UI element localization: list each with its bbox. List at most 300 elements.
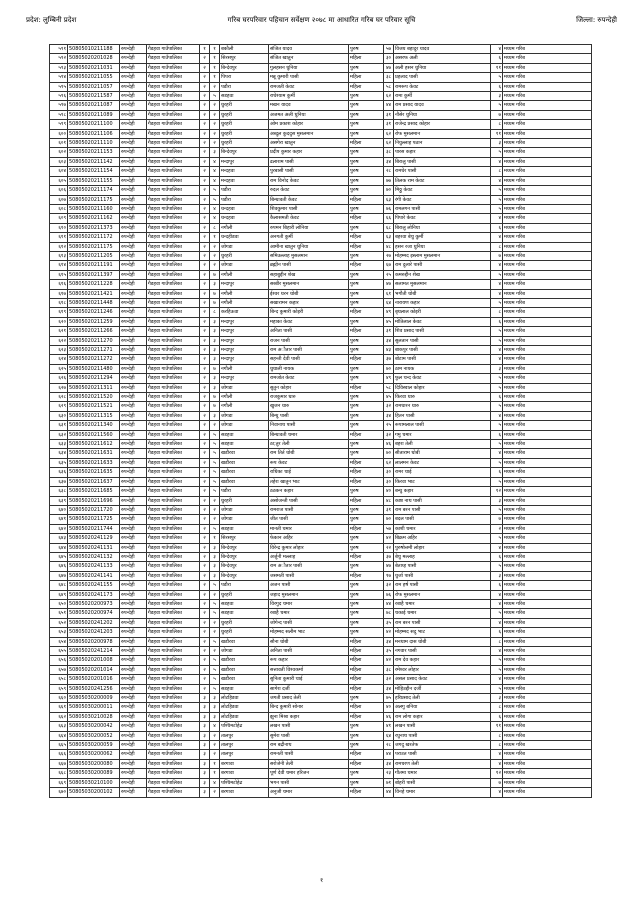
cluster-cell: ३ xyxy=(210,374,220,383)
serial-cell: ६५९ xyxy=(50,684,68,693)
tole-cell: लोटहिडवा xyxy=(220,694,269,703)
guardian-name-cell: जगदु खरतेफ xyxy=(394,741,491,750)
age-cell: ४७ xyxy=(384,63,394,72)
guardian-name-cell: बाकपुर पासी xyxy=(394,346,491,355)
serial-cell: ६०९ xyxy=(50,214,68,223)
head-name-cell: सुनिता कुमारी चाई xyxy=(269,675,349,684)
table-row xyxy=(50,741,592,750)
family-size-cell: ४ xyxy=(491,759,503,768)
tole-cell: धुरहरी xyxy=(220,120,269,129)
municipality-cell: गैडहवा गाउँपालिका xyxy=(147,129,200,138)
tole-cell: सडहवा xyxy=(220,684,269,693)
gender-cell: पुरुष xyxy=(349,336,384,345)
ward-cell: २ xyxy=(200,317,210,326)
cluster-cell: ४ xyxy=(210,176,220,185)
gender-cell: महिला xyxy=(349,759,384,768)
district-cell: रुपन्देही xyxy=(120,139,147,148)
municipality-cell: गैडहवा गाउँपालिका xyxy=(147,336,200,345)
cluster-cell: ५ xyxy=(210,430,220,439)
household-id-cell: 50805020211521 xyxy=(68,402,120,411)
ward-cell: २ xyxy=(200,590,210,599)
family-size-cell: ५ xyxy=(491,186,503,195)
gender-cell: पुरुष xyxy=(349,534,384,543)
district-cell: रुपन्देही xyxy=(120,148,147,157)
ward-cell: २ xyxy=(200,251,210,260)
table-row xyxy=(50,270,592,279)
head-name-cell: ईश्वर धरन धोबी xyxy=(269,289,349,298)
household-id-cell: 50805020241131 xyxy=(68,543,120,552)
district-cell: रुपन्देही xyxy=(120,157,147,166)
household-id-cell: 50805030200080 xyxy=(68,759,120,768)
table-row xyxy=(50,139,592,148)
household-id-cell: 50805020241129 xyxy=(68,534,120,543)
family-size-cell: ८ xyxy=(491,167,503,176)
head-name-cell: जसमती पासी xyxy=(269,571,349,580)
table-row xyxy=(50,430,592,439)
family-size-cell: ५ xyxy=(491,383,503,392)
ward-cell: ३ xyxy=(200,722,210,731)
ward-cell: २ xyxy=(200,383,210,392)
gender-cell: पुरुष xyxy=(349,411,384,420)
age-cell: ६१ xyxy=(384,289,394,298)
cluster-cell: ८ xyxy=(210,308,220,317)
age-cell: ७५ xyxy=(384,694,394,703)
poverty-level-cell: मध्यम गरिब xyxy=(503,750,592,759)
tole-cell: जोगडा xyxy=(220,242,269,251)
household-id-cell: 50805010211188 xyxy=(68,45,120,54)
municipality-cell: गैडहवा गाउँपालिका xyxy=(147,562,200,571)
head-name-cell: संजित यादव xyxy=(269,45,349,54)
guardian-name-cell: नारायण कहार xyxy=(394,298,491,307)
serial-cell: ६१० xyxy=(50,223,68,232)
household-id-cell: 50805020211696 xyxy=(68,496,120,505)
serial-cell: ६४६ xyxy=(50,562,68,571)
district-cell: रुपन्देही xyxy=(120,270,147,279)
guardian-name-cell: नियुल्लाह पठान xyxy=(394,139,491,148)
municipality-cell: गैडहवा गाउँपालिका xyxy=(147,778,200,787)
cluster-cell: १ xyxy=(210,759,220,768)
municipality-cell: गैडहवा गाउँपालिका xyxy=(147,684,200,693)
family-size-cell: ६ xyxy=(491,468,503,477)
ward-cell: २ xyxy=(200,656,210,665)
head-name-cell: ब्रह्मीन पासी xyxy=(269,261,349,270)
table-row xyxy=(50,647,592,656)
tole-cell: पिपरा xyxy=(220,73,269,82)
district-cell: रुपन्देही xyxy=(120,54,147,63)
tole-cell: मन्दापुर xyxy=(220,317,269,326)
ward-cell: २ xyxy=(200,665,210,674)
cluster-cell: २ xyxy=(210,618,220,627)
municipality-cell: गैडहवा गाउँपालिका xyxy=(147,139,200,148)
ward-cell: २ xyxy=(200,139,210,148)
head-name-cell: सौना धोबी xyxy=(269,637,349,646)
family-size-cell: ४ xyxy=(491,261,503,270)
guardian-name-cell: चकाई चमार xyxy=(394,609,491,618)
guardian-name-cell: नगवार पासी xyxy=(394,647,491,656)
municipality-cell: गैडहवा गाउँपालिका xyxy=(147,759,200,768)
ward-cell: २ xyxy=(200,609,210,618)
age-cell: २८ xyxy=(384,167,394,176)
district-cell: रुपन्देही xyxy=(120,167,147,176)
poverty-level-cell: मध्यम गरिब xyxy=(503,355,592,364)
cluster-cell: ५ xyxy=(210,675,220,684)
district-cell: रुपन्देही xyxy=(120,101,147,110)
district-cell: रुपन्देही xyxy=(120,393,147,402)
household-id-cell: 50805020241214 xyxy=(68,647,120,656)
serial-cell: ६१५ xyxy=(50,270,68,279)
ward-cell: २ xyxy=(200,487,210,496)
age-cell: ३५ xyxy=(384,618,394,627)
gender-cell: महिला xyxy=(349,637,384,646)
household-id-cell: 50805020211191 xyxy=(68,261,120,270)
guardian-name-cell: हितन पासी xyxy=(394,411,491,420)
age-cell: ४० xyxy=(384,703,394,712)
table-row xyxy=(50,656,592,665)
poverty-level-cell: मध्यम गरिब xyxy=(503,684,592,693)
poverty-level-cell: मध्यम गरिब xyxy=(503,552,592,561)
municipality-cell: गैडहवा गाउँपालिका xyxy=(147,110,200,119)
poverty-level-cell: मध्यम गरिब xyxy=(503,675,592,684)
serial-cell: ६५७ xyxy=(50,665,68,674)
poverty-level-cell: मध्यम गरिब xyxy=(503,186,592,195)
serial-cell: ६०२ xyxy=(50,148,68,157)
poverty-level-cell: मध्यम गरिब xyxy=(503,148,592,157)
household-id-cell: 50805030200062 xyxy=(68,750,120,759)
table-row xyxy=(50,364,592,373)
poverty-level-cell: मध्यम गरिब xyxy=(503,54,592,63)
poverty-level-cell: मध्यम गरिब xyxy=(503,562,592,571)
table-row xyxy=(50,477,592,486)
gender-cell: पुरुष xyxy=(349,289,384,298)
family-size-cell: ४ xyxy=(491,355,503,364)
ward-cell: २ xyxy=(200,552,210,561)
table-row xyxy=(50,628,592,637)
family-size-cell: ११ xyxy=(491,129,503,138)
table-row xyxy=(50,317,592,326)
serial-cell: ६२७ xyxy=(50,383,68,392)
head-name-cell: राम विनोद केवट xyxy=(269,176,349,185)
district-cell: रुपन्देही xyxy=(120,628,147,637)
municipality-cell: गैडहवा गाउँपालिका xyxy=(147,402,200,411)
gender-cell: पुरुष xyxy=(349,741,384,750)
municipality-cell: गैडहवा गाउँपालिका xyxy=(147,731,200,740)
age-cell: ७० xyxy=(384,186,394,195)
family-size-cell: ४ xyxy=(491,45,503,54)
serial-cell: ६२६ xyxy=(50,374,68,383)
household-id-cell: 50805020211172 xyxy=(68,233,120,242)
head-name-cell: रामराज पासी xyxy=(269,505,349,514)
household-id-cell: 50805020241203 xyxy=(68,628,120,637)
family-size-cell: ५ xyxy=(491,534,503,543)
age-cell: ४४ xyxy=(384,788,394,797)
guardian-name-cell: किरवा धारु xyxy=(394,393,491,402)
head-name-cell: मखन यादव xyxy=(269,101,349,110)
family-size-cell: ४ xyxy=(491,590,503,599)
poverty-level-cell: मध्यम गरिब xyxy=(503,458,592,467)
guardian-name-cell: बिक्रम अहिर xyxy=(394,534,491,543)
cluster-cell: ४ xyxy=(210,778,220,787)
table-row xyxy=(50,562,592,571)
head-name-cell: बिन्धु पासी xyxy=(269,411,349,420)
ward-cell: ३ xyxy=(200,712,210,721)
tole-cell: नगौली xyxy=(220,223,269,232)
gender-cell: पुरुष xyxy=(349,167,384,176)
municipality-cell: गैडहवा गाउँपालिका xyxy=(147,383,200,392)
table-row xyxy=(50,534,592,543)
head-name-cell: धुधाली नायक xyxy=(269,364,349,373)
family-size-cell: ५ xyxy=(491,505,503,514)
age-cell: ४१ xyxy=(384,722,394,731)
family-size-cell: ५ xyxy=(491,402,503,411)
tole-cell: खडौरवा xyxy=(220,449,269,458)
district-cell: रुपन्देही xyxy=(120,261,147,270)
gender-cell: पुरुष xyxy=(349,157,384,166)
age-cell: ७० xyxy=(384,364,394,373)
district-cell: रुपन्देही xyxy=(120,477,147,486)
guardian-name-cell: रोफ मुसलमान xyxy=(394,129,491,138)
municipality-cell: गैडहवा गाउँपालिका xyxy=(147,552,200,561)
family-size-cell: ८ xyxy=(491,120,503,129)
municipality-cell: गैडहवा गाउँपालिका xyxy=(147,317,200,326)
tole-cell: नगौली xyxy=(220,364,269,373)
table-row xyxy=(50,289,592,298)
cluster-cell: ५ xyxy=(210,599,220,608)
gender-cell: महिला xyxy=(349,647,384,656)
serial-cell: ६०४ xyxy=(50,167,68,176)
tole-cell: खडौरवा xyxy=(220,477,269,486)
poverty-level-cell: मध्यम गरिब xyxy=(503,101,592,110)
poverty-level-cell: मध्यम गरिब xyxy=(503,402,592,411)
district-cell: रुपन्देही xyxy=(120,637,147,646)
guardian-name-cell: प्रहलाद पासी xyxy=(394,73,491,82)
cluster-cell: ३ xyxy=(210,383,220,392)
head-name-cell: रबाहै चमार xyxy=(269,609,349,618)
family-size-cell: ५ xyxy=(491,270,503,279)
municipality-cell: गैडहवा गाउँपालिका xyxy=(147,741,200,750)
guardian-name-cell: पुरुषोत्तमी लोहार xyxy=(394,543,491,552)
head-name-cell: रामनती पासी xyxy=(269,750,349,759)
table-row xyxy=(50,157,592,166)
household-id-cell: 50805020241132 xyxy=(68,552,120,561)
head-name-cell: असगेरा खातुन xyxy=(269,139,349,148)
household-id-cell: 50805020211448 xyxy=(68,298,120,307)
poverty-level-cell: मध्यम गरिब xyxy=(503,590,592,599)
head-name-cell: पुरबासी पासी xyxy=(269,167,349,176)
gender-cell: पुरुष xyxy=(349,731,384,740)
tole-cell: जोगडा xyxy=(220,421,269,430)
guardian-name-cell: रामरूप केवट xyxy=(394,82,491,91)
guardian-name-cell: धुर्जा पासी xyxy=(394,571,491,580)
serial-cell: ६५० xyxy=(50,599,68,608)
ward-cell: २ xyxy=(200,233,210,242)
district-cell: रुपन्देही xyxy=(120,571,147,580)
poverty-level-cell: मध्यम गरिब xyxy=(503,609,592,618)
table-row xyxy=(50,110,592,119)
ward-cell: २ xyxy=(200,308,210,317)
age-cell: ४४ xyxy=(384,599,394,608)
table-row xyxy=(50,599,592,608)
household-id-cell: 50805020211228 xyxy=(68,280,120,289)
district-cell: रुपन्देही xyxy=(120,487,147,496)
table-row xyxy=(50,440,592,449)
municipality-cell: गैडहवा गाउँपालिका xyxy=(147,590,200,599)
age-cell: ४६ xyxy=(384,440,394,449)
serial-cell: ६६४ xyxy=(50,731,68,740)
cluster-cell: ३ xyxy=(210,355,220,364)
table-row xyxy=(50,92,592,101)
head-name-cell: रामजती केवट xyxy=(269,82,349,91)
family-size-cell: ५ xyxy=(491,336,503,345)
municipality-cell: गैडहवा गाउँपालिका xyxy=(147,647,200,656)
table-row xyxy=(50,637,592,646)
cluster-cell: ५ xyxy=(210,684,220,693)
cluster-cell: २ xyxy=(210,788,220,797)
household-id-cell: 50805020211744 xyxy=(68,524,120,533)
table-row xyxy=(50,552,592,561)
cluster-cell: २ xyxy=(210,505,220,514)
household-id-cell: 50805020211637 xyxy=(68,477,120,486)
cluster-cell: ३ xyxy=(210,411,220,420)
guardian-name-cell: अलगु बनिया xyxy=(394,703,491,712)
age-cell: ३४ xyxy=(384,637,394,646)
cluster-cell: २ xyxy=(210,242,220,251)
municipality-cell: गैडहवा गाउँपालिका xyxy=(147,327,200,336)
ward-cell: २ xyxy=(200,440,210,449)
table-row xyxy=(50,280,592,289)
cluster-cell: २ xyxy=(210,647,220,656)
ward-cell: २ xyxy=(200,148,210,157)
table-row xyxy=(50,336,592,345)
guardian-name-cell: राम दुलारे पासी xyxy=(394,261,491,270)
gender-cell: पुरुष xyxy=(349,722,384,731)
age-cell: ४२ xyxy=(384,656,394,665)
family-size-cell: ४ xyxy=(491,543,503,552)
gender-cell: पुरुष xyxy=(349,110,384,119)
gender-cell: पुरुष xyxy=(349,92,384,101)
age-cell: ६७ xyxy=(384,261,394,270)
municipality-cell: गैडहवा गाउँपालिका xyxy=(147,769,200,778)
age-cell: ४९ xyxy=(384,374,394,383)
head-name-cell: सहन्ती देवी पासी xyxy=(269,355,349,364)
ward-cell: २ xyxy=(200,270,210,279)
table-row xyxy=(50,543,592,552)
head-name-cell: कैलासमती केवट xyxy=(269,214,349,223)
gender-cell: पुरुष xyxy=(349,374,384,383)
ward-cell: २ xyxy=(200,534,210,543)
ward-cell: २ xyxy=(200,684,210,693)
table-row xyxy=(50,571,592,580)
tole-cell: बिन्देवपुर xyxy=(220,562,269,571)
family-size-cell: ५ xyxy=(491,374,503,383)
family-size-cell: ५ xyxy=(491,421,503,430)
poverty-level-cell: मध्यम गरिब xyxy=(503,665,592,674)
table-row xyxy=(50,722,592,731)
tole-cell: खडौरवा xyxy=(220,665,269,674)
gender-cell: पुरुष xyxy=(349,440,384,449)
guardian-name-cell: रामधेर पासी xyxy=(394,167,491,176)
poverty-level-cell: मध्यम गरिब xyxy=(503,327,592,336)
tole-cell: खडौरवा xyxy=(220,675,269,684)
gender-cell: महिला xyxy=(349,524,384,533)
serial-cell: ६६७ xyxy=(50,759,68,768)
serial-cell: ६५६ xyxy=(50,656,68,665)
head-name-cell: अर्जुनी मल्लाह xyxy=(269,552,349,561)
municipality-cell: गैडहवा गाउँपालिका xyxy=(147,468,200,477)
cluster-cell: ४ xyxy=(210,167,220,176)
poverty-level-cell: मध्यम गरिब xyxy=(503,346,592,355)
municipality-cell: गैडहवा गाउँपालिका xyxy=(147,251,200,260)
family-size-cell: ४ xyxy=(491,675,503,684)
table-row xyxy=(50,609,592,618)
cluster-cell: ३ xyxy=(210,712,220,721)
poverty-level-cell: मध्यम गरिब xyxy=(503,731,592,740)
gender-cell: महिला xyxy=(349,195,384,204)
municipality-cell: गैडहवा गाउँपालिका xyxy=(147,675,200,684)
age-cell: ३० xyxy=(384,468,394,477)
head-name-cell: रुदल केवट xyxy=(269,186,349,195)
head-name-cell: जीत पासी xyxy=(269,515,349,524)
poverty-level-cell: मध्यम गरिब xyxy=(503,534,592,543)
cluster-cell: ५ xyxy=(210,609,220,618)
cluster-cell: २ xyxy=(210,261,220,270)
gender-cell: पुरुष xyxy=(349,298,384,307)
ward-cell: २ xyxy=(200,223,210,232)
district-cell: रुपन्देही xyxy=(120,562,147,571)
tole-cell: पडौरा xyxy=(220,186,269,195)
gender-cell: पुरुष xyxy=(349,346,384,355)
poverty-level-cell: मध्यम गरिब xyxy=(503,63,592,72)
household-id-cell: 50805020211259 xyxy=(68,317,120,326)
tole-cell: मन्दहवा xyxy=(220,167,269,176)
tole-cell: लोटहिडवा xyxy=(220,703,269,712)
head-name-cell: शिवकुमार पासी xyxy=(269,204,349,213)
table-row xyxy=(50,618,592,627)
age-cell: ५७ xyxy=(384,45,394,54)
ward-cell: २ xyxy=(200,562,210,571)
gender-cell: महिला xyxy=(349,712,384,721)
poverty-level-cell: मध्यम गरिब xyxy=(503,543,592,552)
municipality-cell: गैडहवा गाउँपालिका xyxy=(147,214,200,223)
family-size-cell: ४ xyxy=(491,176,503,185)
household-id-cell: 50805020211725 xyxy=(68,515,120,524)
serial-cell: ५९८ xyxy=(50,110,68,119)
tole-cell: सडहवा xyxy=(220,599,269,608)
age-cell: ७६ xyxy=(384,204,394,213)
age-cell: ६२ xyxy=(384,92,394,101)
household-id-cell: 50805020211246 xyxy=(68,308,120,317)
serial-cell: ६०७ xyxy=(50,195,68,204)
age-cell: ६२ xyxy=(384,458,394,467)
report-title: गरिब घरपरिवार पहिचान सर्वेक्षण २०७८ मा आधारित गरिब घर परिवार सूचि xyxy=(227,16,416,24)
guardian-name-cell: बोटाम पासी xyxy=(394,355,491,364)
gender-cell: पुरुष xyxy=(349,223,384,232)
cluster-cell: ३ xyxy=(210,543,220,552)
serial-cell: ६३२ xyxy=(50,430,68,439)
ward-cell: २ xyxy=(200,411,210,420)
serial-cell: ६५३ xyxy=(50,628,68,637)
poverty-level-cell: मध्यम गरिब xyxy=(503,449,592,458)
ward-cell: २ xyxy=(200,280,210,289)
district-cell: रुपन्देही xyxy=(120,298,147,307)
gender-cell: पुरुष xyxy=(349,778,384,787)
guardian-name-cell: रंगी केवट xyxy=(394,195,491,204)
district-label: जिल्ला: रुपन्देही xyxy=(576,16,617,24)
household-id-cell: 50805020211175 xyxy=(68,242,120,251)
serial-cell: ६४३ xyxy=(50,534,68,543)
poverty-level-cell: मध्यम गरिब xyxy=(503,308,592,317)
household-id-cell: 50805030210028 xyxy=(68,712,120,721)
guardian-name-cell: काष्ठ नाथ पासी xyxy=(394,496,491,505)
